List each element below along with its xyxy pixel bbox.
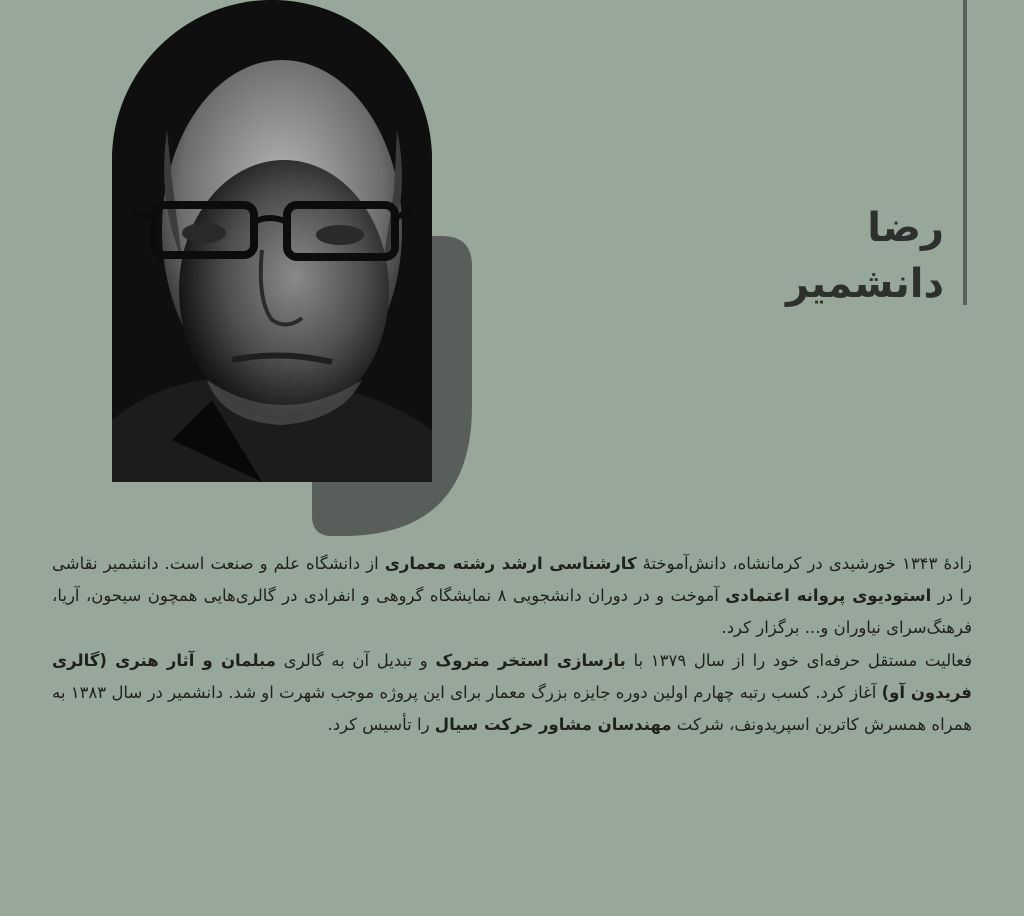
bio-highlight: استودیوی پروانه اعتمادی bbox=[725, 586, 932, 606]
bio-text: فعالیت مستقل حرفه‌ای خود را از سال ۱۳۷۹ با bbox=[625, 650, 972, 670]
bio-paragraph-1 bbox=[52, 548, 972, 645]
person-name bbox=[684, 200, 944, 312]
bio-highlight: کارشناسی ارشد رشته معماری bbox=[384, 554, 637, 573]
bio-text: زادهٔ ۱۳۴۳ خورشیدی در کرمانشاه، دانش‌آموختهٔ bbox=[636, 554, 973, 573]
biography bbox=[52, 548, 972, 741]
bio-highlight: بازسازی استخر متروک bbox=[435, 650, 626, 670]
bio-text: آغاز کرد. کسب رتبه چهارم اولین دوره جایزه بزرگ معمار برای این پروژه موجب شهرت او شد. دانشمیر در سال ۱۳۸۳ به همراه همسرش کاترین اسپریدونف، شرکت bbox=[52, 682, 972, 735]
bio-paragraph-2 bbox=[52, 645, 972, 742]
portrait-photo-icon bbox=[112, 0, 432, 482]
bio-highlight: مبلمان و آثار هنری (گالری فریدون آو) bbox=[52, 650, 972, 702]
vertical-divider-line bbox=[963, 0, 967, 305]
portrait-photo bbox=[112, 0, 432, 482]
bio-text: و تبدیل آن به گالری bbox=[276, 650, 436, 670]
bio-text: را تأسیس کرد. bbox=[327, 715, 435, 735]
bio-highlight: مهندسان مشاور حرکت سیال bbox=[434, 715, 672, 735]
last-name: دانشمیر bbox=[786, 261, 944, 307]
bio-text: آموخت و در دوران دانشجویی ۸ نمایشگاه گروهی و انفرادی در گالری‌هایی همچون سیحون، آریا، فرهنگ‌سرای نیاوران و... برگزار کرد. bbox=[52, 586, 972, 638]
bio-text: از دانشگاه علم و صنعت است. دانشمیر نقاشی را در bbox=[52, 554, 972, 606]
first-name: رضا bbox=[867, 205, 944, 251]
